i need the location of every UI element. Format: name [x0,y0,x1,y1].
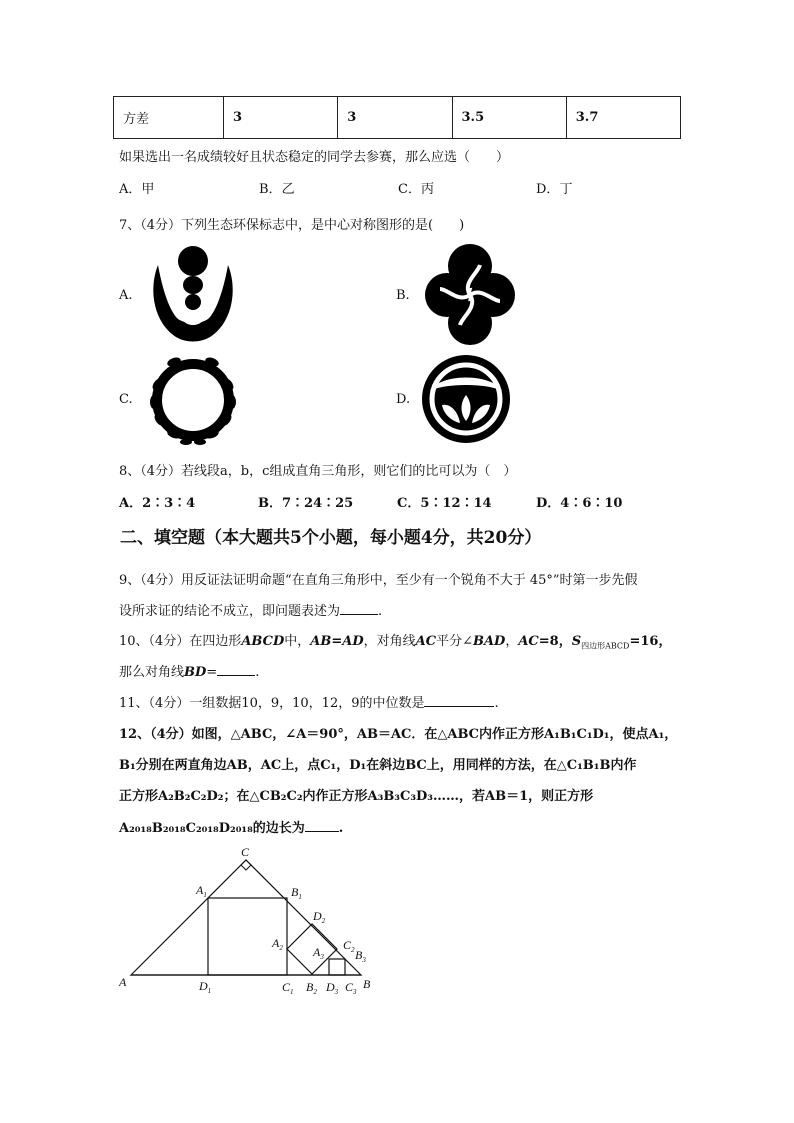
q12-line4 [119,817,343,836]
q9-line2 [119,600,382,619]
q10-math: ABCD [241,634,285,649]
q6-option-c[interactable] [398,178,434,197]
laurel-wreath-icon [146,354,241,446]
q7-label-a[interactable]: A. [119,288,133,303]
vertex-label: C [241,845,250,859]
vertex-label: $B_1$ [291,885,302,901]
q12-tail: . [338,821,344,836]
q10-subscript: 四边形ABCD [581,641,630,651]
answer-blank[interactable] [305,819,339,832]
option-text: 丙 [420,182,434,197]
vertex-label: $C_3$ [345,980,357,996]
q9-text: 设所求证的结论不成立，即问题表述为 [119,604,341,619]
q6-question: 如果选出一名成绩较好且状态稳定的同学去参赛，那么应选（ ） [119,150,510,165]
q8-stem: 8、（4分）若线段a，b，c组成直角三角形，则它们的比可以为（ ） [119,464,517,479]
q9-tail: . [378,604,383,619]
q11-line [119,692,499,711]
circle-leaf-logo-icon [420,353,512,445]
triangle-abc [131,860,361,975]
q7-label-d[interactable]: D. [396,392,411,407]
option-text: 7∶24∶25 [282,496,354,511]
q10-math: S [571,634,582,649]
q6-option-a[interactable] [119,178,154,197]
q10-text: ， [505,634,519,649]
option-letter: A． [119,496,143,511]
q12-line1: 12、（4分）如图，△ABC，∠A＝90°，AB＝AC．在△ABC内作正方形A₁B₁C₁D₁，使点A₁， [119,727,678,742]
q10-text: ，对角线 [363,634,416,649]
vertex-label: $B_3$ [355,948,366,964]
q12-line2: B₁分别在两直角边AB，AC上，点C₁，D₁在斜边BC上，用同样的方法，在△C₁B₁B内作 [119,758,637,773]
q8-option-b[interactable] [258,492,353,511]
option-letter: C． [397,496,421,511]
q7-stem: 7、（4分）下列生态环保标志中，是中心对称图形的是( ) [119,218,465,233]
option-text: 甲 [141,182,155,197]
q6-option-b[interactable] [259,178,295,197]
option-letter: A． [119,182,142,197]
vertex-label: $B_2$ [306,980,317,996]
q11-text: 11、（4分）一组数据10，9，10，12，9的中位数是 [119,696,425,711]
q10-math: AC [415,634,437,649]
q8-option-c[interactable] [397,492,492,511]
q10-line2 [119,661,259,680]
q11-tail: . [494,696,499,711]
option-letter: D． [536,182,560,197]
q10-text: 中， [284,634,311,649]
table-cell: 3 [338,97,452,139]
section-title: 二、填空题（本大题共5个小题，每小题4分，共20分） [120,528,542,548]
vertex-label: $A_1$ [196,883,207,899]
q10-math: BD [184,665,207,680]
q10-text: 平分∠ [436,634,473,649]
q10-text: 10、（4分）在四边形 [119,634,242,649]
q10-math: AB=AD [310,634,364,649]
q6-option-d[interactable] [536,178,572,197]
option-letter: B． [259,182,282,197]
q8-option-d[interactable] [536,492,622,511]
q10-text: = [206,665,218,680]
option-letter: B． [258,496,282,511]
variance-table [113,96,681,139]
q10-math: AC [518,634,539,649]
square-a3b3c3d3 [329,959,345,975]
q9-line1: 9、（4分）用反证法证明命题“在直角三角形中，至少有一个锐角不大于 45°”时第一步先假 [119,573,638,588]
q12-text: A₂₀₁₈B₂₀₁₈C₂₀₁₈D₂₀₁₈的边长为 [119,821,305,836]
option-text: 5∶12∶14 [420,496,492,511]
q12-line3: 正方形A₂B₂C₂D₂；在△CB₂C₂内作正方形A₃B₃C₃D₃……，若AB＝1，则正方形 [119,789,594,804]
vertex-label: $A_3$ [313,945,324,961]
option-letter: C． [398,182,421,197]
q10-tail: . [255,665,260,680]
q7-label-c[interactable]: C. [119,392,133,407]
vertex-label: $D_2$ [313,909,326,925]
q10-text: 那么对角线 [119,665,185,680]
answer-blank[interactable] [217,663,255,676]
option-text: 丁 [559,182,573,197]
four-leaf-logo-icon [420,243,520,346]
vertex-label: $D_1$ [199,979,212,995]
q10-line1 [119,630,671,652]
vertex-label: B [363,977,371,991]
answer-blank[interactable] [424,694,494,707]
right-angle-mark [241,860,251,870]
squares-in-triangle-figure [115,843,385,1003]
table-cell: 3.7 [566,97,680,139]
option-text: 4∶6∶10 [560,496,623,511]
table-row [114,97,681,139]
q10-text: =16， [629,634,672,649]
answer-blank[interactable] [340,602,378,615]
option-text: 2∶3∶4 [142,496,196,511]
vertex-label: $A_2$ [272,936,283,952]
table-cell: 3.5 [452,97,566,139]
vertex-label: $C_2$ [343,938,355,954]
q7-label-b[interactable]: B. [396,288,410,303]
table-row-label: 方差 [114,97,224,139]
q8-option-a[interactable] [119,492,195,511]
vertex-label: $C_1$ [282,980,294,996]
vertex-label: $D_3$ [326,980,339,996]
vertex-label: A [119,975,127,989]
flame-logo-icon [146,245,241,345]
option-text: 乙 [281,182,295,197]
q10-math: BAD [472,634,506,649]
option-letter: D． [536,496,561,511]
q10-text: =8， [538,634,572,649]
table-cell: 3 [224,97,338,139]
